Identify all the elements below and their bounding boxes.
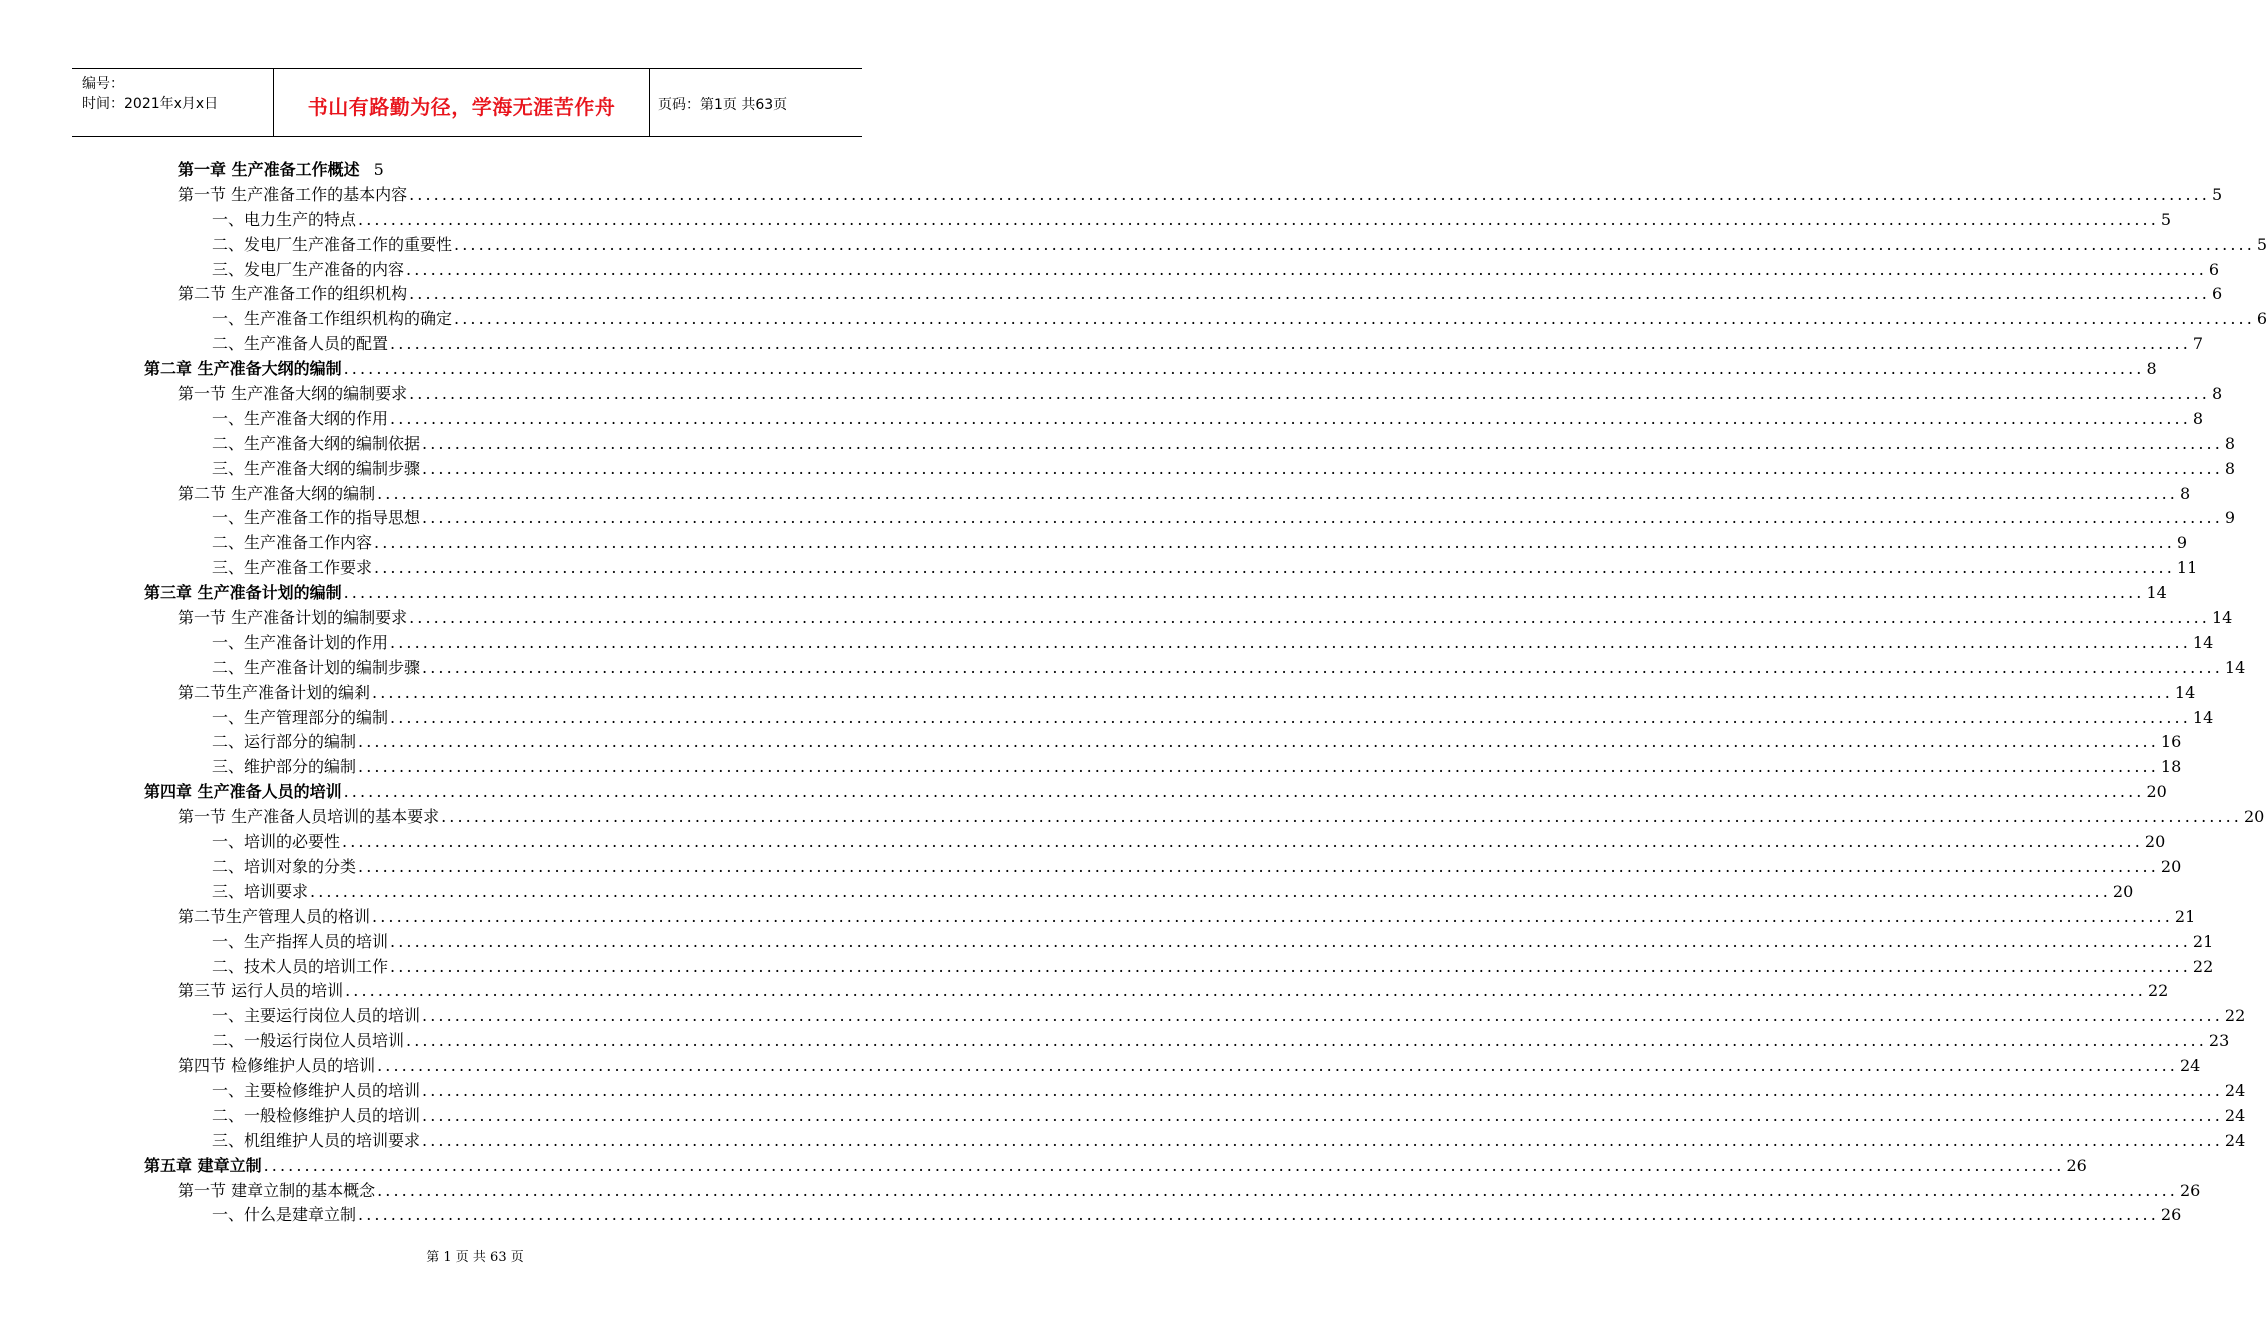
toc-entry[interactable] xyxy=(144,656,2246,681)
toc-entry-page: 11 xyxy=(2176,558,2198,578)
toc-leader-dots: ............................................................................................................................................................................................................................ xyxy=(372,682,2173,702)
toc-leader-dots: ............................................................................................................................................................................................................................ xyxy=(422,657,2223,677)
toc-entry[interactable] xyxy=(144,830,2166,855)
toc-entry-page: 26 xyxy=(2160,1205,2182,1225)
toc-entry-title: 第一节 生产准备大纲的编制要求 xyxy=(178,384,408,404)
table-of-contents xyxy=(144,158,2267,1228)
toc-entry-page: 5 xyxy=(2160,209,2172,229)
toc-leader-dots: ............................................................................................................................................................................................................................ xyxy=(310,881,2111,901)
toc-leader-dots: ............................................................................................................................................................................................................................ xyxy=(358,732,2159,752)
toc-entry-title: 二、技术人员的培训工作 xyxy=(212,956,389,976)
toc-entry-title: 第一节 生产准备人员培训的基本要求 xyxy=(178,807,440,827)
toc-leader-dots: ............................................................................................................................................................................................................................ xyxy=(409,384,2210,404)
toc-leader-dots: ............................................................................................................................................................................................................................ xyxy=(358,856,2159,876)
toc-entry[interactable] xyxy=(144,780,2167,805)
toc-entry-page: 21 xyxy=(2174,906,2196,926)
toc-entry-title: 第三节 运行人员的培训 xyxy=(178,981,344,1001)
toc-entry[interactable] xyxy=(144,905,2196,930)
toc-entry-page: 20 xyxy=(2160,856,2182,876)
toc-entry-title: 第二章 生产准备大纲的编制 xyxy=(144,359,342,379)
toc-entry-page: 24 xyxy=(2224,1080,2246,1100)
toc-leader-dots: ............................................................................................................................................................................................................................ xyxy=(409,284,2210,304)
toc-leader-dots: ............................................................................................................................................................................................................................ xyxy=(390,956,2191,976)
toc-entry-page: 5 xyxy=(373,160,384,179)
toc-entry-page: 18 xyxy=(2160,757,2182,777)
toc-entry[interactable] xyxy=(144,1179,2201,1204)
toc-leader-dots: ............................................................................................................................................................................................................................ xyxy=(422,1105,2223,1125)
toc-leader-dots: ............................................................................................................................................................................................................................ xyxy=(422,433,2223,453)
toc-entry-title: 三、维护部分的编制 xyxy=(212,757,357,777)
toc-entry-page: 23 xyxy=(2208,1031,2230,1051)
toc-entry-title: 二、生产准备人员的配置 xyxy=(212,334,389,354)
toc-leader-dots: ............................................................................................................................................................................................................................ xyxy=(263,1155,2065,1175)
toc-entry-page: 8 xyxy=(2224,458,2236,478)
toc-entry[interactable] xyxy=(144,531,2188,556)
toc-entry[interactable] xyxy=(144,1029,2230,1054)
toc-leader-dots: ............................................................................................................................................................................................................................ xyxy=(409,184,2210,204)
toc-entry-title: 一、主要运行岗位人员的培训 xyxy=(212,1006,421,1026)
toc-entry-title: 一、生产管理部分的编制 xyxy=(212,707,389,727)
toc-entry-title: 三、培训要求 xyxy=(212,881,309,901)
toc-entry[interactable] xyxy=(144,407,2204,432)
toc-entry-title: 一、什么是建章立制 xyxy=(212,1205,357,1225)
toc-entry-page: 26 xyxy=(2066,1155,2087,1175)
toc-leader-dots: ............................................................................................................................................................................................................................ xyxy=(390,931,2191,951)
toc-leader-dots: ............................................................................................................................................................................................................................ xyxy=(406,1031,2207,1051)
toc-entry[interactable] xyxy=(144,880,2134,905)
toc-entry-page: 14 xyxy=(2192,707,2214,727)
toc-leader-dots: ............................................................................................................................................................................................................................ xyxy=(377,1180,2178,1200)
toc-entry-page: 24 xyxy=(2224,1105,2246,1125)
toc-leader-dots: ............................................................................................................................................................................................................................ xyxy=(454,309,2255,329)
toc-entry-title: 三、发电厂生产准备的内容 xyxy=(212,259,405,279)
toc-leader-dots: ............................................................................................................................................................................................................................ xyxy=(342,832,2143,852)
toc-entry-title: 第一章 生产准备工作概述 xyxy=(178,160,360,179)
toc-entry[interactable] xyxy=(144,581,2167,606)
toc-entry-title: 第五章 建章立制 xyxy=(144,1155,262,1175)
toc-leader-dots: ............................................................................................................................................................................................................................ xyxy=(372,906,2173,926)
toc-entry-title: 三、生产准备工作要求 xyxy=(212,558,373,578)
toc-entry-title: 二、一般检修维护人员的培训 xyxy=(212,1105,421,1125)
toc-entry-page: 20 xyxy=(2244,807,2265,827)
toc-leader-dots: ............................................................................................................................................................................................................................ xyxy=(422,508,2223,528)
toc-entry-title: 一、生产准备计划的作用 xyxy=(212,632,389,652)
toc-entry-title: 第二节 生产准备大纲的编制 xyxy=(178,483,376,503)
toc-entry[interactable] xyxy=(144,730,2182,755)
toc-entry[interactable] xyxy=(144,506,2236,531)
toc-entry[interactable] xyxy=(144,556,2198,581)
toc-entry-title: 第二节生产管理人员的格训 xyxy=(178,906,371,926)
toc-leader-dots: ............................................................................................................................................................................................................................ xyxy=(345,981,2146,1001)
toc-leader-dots: ............................................................................................................................................................................................................................ xyxy=(422,1006,2223,1026)
page-header xyxy=(72,68,862,137)
toc-entry-title: 二、生产准备计划的编制步骤 xyxy=(212,657,421,677)
toc-entry[interactable] xyxy=(144,183,2223,208)
toc-entry[interactable] xyxy=(144,332,2204,357)
toc-entry-page: 14 xyxy=(2146,583,2167,603)
toc-entry[interactable] xyxy=(144,755,2182,780)
toc-entry-page: 5 xyxy=(2212,184,2223,204)
toc-entry-page: 14 xyxy=(2192,632,2214,652)
toc-entry-title: 三、生产准备大纲的编制步骤 xyxy=(212,458,421,478)
toc-entry[interactable] xyxy=(144,1104,2246,1129)
toc-leader-dots: ............................................................................................................................................................................................................................ xyxy=(422,1080,2223,1100)
toc-entry-page: 22 xyxy=(2148,981,2169,1001)
toc-entry-title: 一、生产指挥人员的培训 xyxy=(212,931,389,951)
toc-entry-page: 9 xyxy=(2224,508,2236,528)
toc-leader-dots: ............................................................................................................................................................................................................................ xyxy=(343,583,2145,603)
toc-entry[interactable] xyxy=(144,1154,2087,1179)
toc-entry-page: 8 xyxy=(2224,433,2236,453)
toc-entry-page: 24 xyxy=(2224,1130,2246,1150)
toc-entry-title: 第一节 生产准备计划的编制要求 xyxy=(178,608,408,628)
toc-leader-dots: ............................................................................................................................................................................................................................ xyxy=(374,533,2175,553)
toc-entry-page: 6 xyxy=(2212,284,2223,304)
toc-leader-dots: ............................................................................................................................................................................................................................ xyxy=(454,234,2255,254)
toc-entry-page: 22 xyxy=(2192,956,2214,976)
toc-entry-title: 一、主要检修维护人员的培训 xyxy=(212,1080,421,1100)
toc-entry-title: 第一节 建章立制的基本概念 xyxy=(178,1180,376,1200)
toc-entry-page: 20 xyxy=(2144,832,2166,852)
toc-entry-page: 8 xyxy=(2192,408,2204,428)
header-page-cell xyxy=(650,69,862,136)
toc-leader-dots: ............................................................................................................................................................................................................................ xyxy=(343,359,2145,379)
toc-entry[interactable] xyxy=(144,457,2236,482)
toc-entry[interactable] xyxy=(144,955,2214,980)
toc-entry[interactable] xyxy=(144,606,2233,631)
toc-entry[interactable] xyxy=(144,706,2214,731)
toc-entry[interactable] xyxy=(144,233,2267,258)
toc-entry-page: 26 xyxy=(2180,1180,2201,1200)
toc-entry-page: 8 xyxy=(2146,359,2157,379)
header-meta-cell xyxy=(72,69,272,136)
toc-entry-title: 第二节生产准备计划的编剎 xyxy=(178,682,371,702)
toc-entry-page: 6 xyxy=(2208,259,2220,279)
toc-leader-dots: ............................................................................................................................................................................................................................ xyxy=(409,608,2210,628)
toc-entry-title: 一、生产准备工作的指导思想 xyxy=(212,508,421,528)
page-footer: 第 1 页 共 63 页 xyxy=(426,1250,524,1265)
toc-entry-title: 二、一般运行岗位人员培训 xyxy=(212,1031,405,1051)
toc-entry-page: 5 xyxy=(2256,234,2267,254)
toc-entry-title: 第四节 检修维护人员的培训 xyxy=(178,1056,376,1076)
toc-entry-page: 16 xyxy=(2160,732,2182,752)
toc-leader-dots: ............................................................................................................................................................................................................................ xyxy=(422,1130,2223,1150)
toc-entry-title: 一、电力生产的特点 xyxy=(212,209,357,229)
number-label: 编号： xyxy=(82,76,124,92)
toc-entry[interactable] xyxy=(144,631,2214,656)
toc-entry[interactable] xyxy=(144,357,2157,382)
toc-entry-page: 21 xyxy=(2192,931,2214,951)
toc-entry-title: 二、生产准备工作内容 xyxy=(212,533,373,553)
toc-entry[interactable] xyxy=(144,1129,2246,1154)
toc-entry-title: 二、培训对象的分类 xyxy=(212,856,357,876)
motto-text: 书山有路勤为径，学海无涯苦作舟 xyxy=(307,95,616,119)
toc-entry-title: 第四章 生产准备人员的培训 xyxy=(144,782,342,802)
toc-leader-dots: ............................................................................................................................................................................................................................ xyxy=(390,707,2191,727)
toc-leader-dots: ............................................................................................................................................................................................................................ xyxy=(377,1056,2178,1076)
toc-entry[interactable] xyxy=(144,681,2196,706)
toc-entry[interactable] xyxy=(144,930,2214,955)
toc-entry-title: 一、生产准备大纲的作用 xyxy=(212,408,389,428)
toc-entry-title: 第一节 生产准备工作的基本内容 xyxy=(178,184,408,204)
toc-leader-dots: ............................................................................................................................................................................................................................ xyxy=(374,558,2175,578)
toc-leader-dots: ............................................................................................................................................................................................................................ xyxy=(358,1205,2159,1225)
toc-entry[interactable] xyxy=(144,1054,2201,1079)
toc-leader-dots: ............................................................................................................................................................................................................................ xyxy=(358,209,2159,229)
toc-entry[interactable] xyxy=(144,158,792,183)
toc-entry[interactable] xyxy=(144,1203,2182,1228)
toc-entry[interactable] xyxy=(144,1079,2246,1104)
toc-entry-title: 二、发电厂生产准备工作的重要性 xyxy=(212,234,453,254)
toc-entry-page: 24 xyxy=(2180,1056,2201,1076)
toc-entry-page: 14 xyxy=(2174,682,2196,702)
toc-leader-dots: ............................................................................................................................................................................................................................ xyxy=(422,458,2223,478)
toc-entry-title: 第三章 生产准备计划的编制 xyxy=(144,583,342,603)
toc-entry[interactable] xyxy=(144,282,2223,307)
toc-entry-title: 一、培训的必要性 xyxy=(212,832,341,852)
toc-entry-title: 二、生产准备大纲的编制依据 xyxy=(212,433,421,453)
toc-entry[interactable] xyxy=(144,208,2172,233)
toc-entry-title: 三、机组维护人员的培训要求 xyxy=(212,1130,421,1150)
header-motto-cell xyxy=(273,69,650,136)
toc-entry[interactable] xyxy=(144,1004,2246,1029)
header-page-info: 页码：第1页 共63页 xyxy=(658,97,788,113)
toc-entry[interactable] xyxy=(144,979,2169,1004)
toc-leader-dots: ............................................................................................................................................................................................................................ xyxy=(406,259,2207,279)
toc-leader-dots: ............................................................................................................................................................................................................................ xyxy=(343,782,2145,802)
toc-leader-dots: ............................................................................................................................................................................................................................ xyxy=(390,408,2191,428)
toc-entry-page: 20 xyxy=(2146,782,2167,802)
toc-leader-dots: ............................................................................................................................................................................................................................ xyxy=(358,757,2159,777)
toc-entry-page: 20 xyxy=(2112,881,2134,901)
time-label: 时间：2021年x月x日 xyxy=(82,96,219,112)
toc-entry-page: 9 xyxy=(2176,533,2188,553)
toc-entry-title: 第二节 生产准备工作的组织机构 xyxy=(178,284,408,304)
toc-entry-page: 6 xyxy=(2256,309,2267,329)
toc-entry-page: 14 xyxy=(2224,657,2246,677)
toc-entry[interactable] xyxy=(144,805,2265,830)
toc-entry-page: 7 xyxy=(2192,334,2204,354)
toc-leader-dots: ............................................................................................................................................................................................................................ xyxy=(441,807,2242,827)
toc-entry[interactable] xyxy=(144,482,2191,507)
toc-entry-page: 8 xyxy=(2212,384,2223,404)
toc-leader-dots: ............................................................................................................................................................................................................................ xyxy=(390,334,2191,354)
toc-entry-title: 二、运行部分的编制 xyxy=(212,732,357,752)
toc-entry[interactable] xyxy=(144,382,2223,407)
toc-entry[interactable] xyxy=(144,258,2220,283)
toc-entry[interactable] xyxy=(144,432,2236,457)
toc-entry-page: 22 xyxy=(2224,1006,2246,1026)
toc-entry-page: 8 xyxy=(2180,483,2191,503)
toc-entry-page: 14 xyxy=(2212,608,2233,628)
toc-entry[interactable] xyxy=(144,307,2267,332)
toc-leader-dots: ............................................................................................................................................................................................................................ xyxy=(377,483,2178,503)
toc-leader-dots: ............................................................................................................................................................................................................................ xyxy=(390,632,2191,652)
toc-entry-title: 一、生产准备工作组织机构的确定 xyxy=(212,309,453,329)
toc-entry[interactable] xyxy=(144,855,2182,880)
